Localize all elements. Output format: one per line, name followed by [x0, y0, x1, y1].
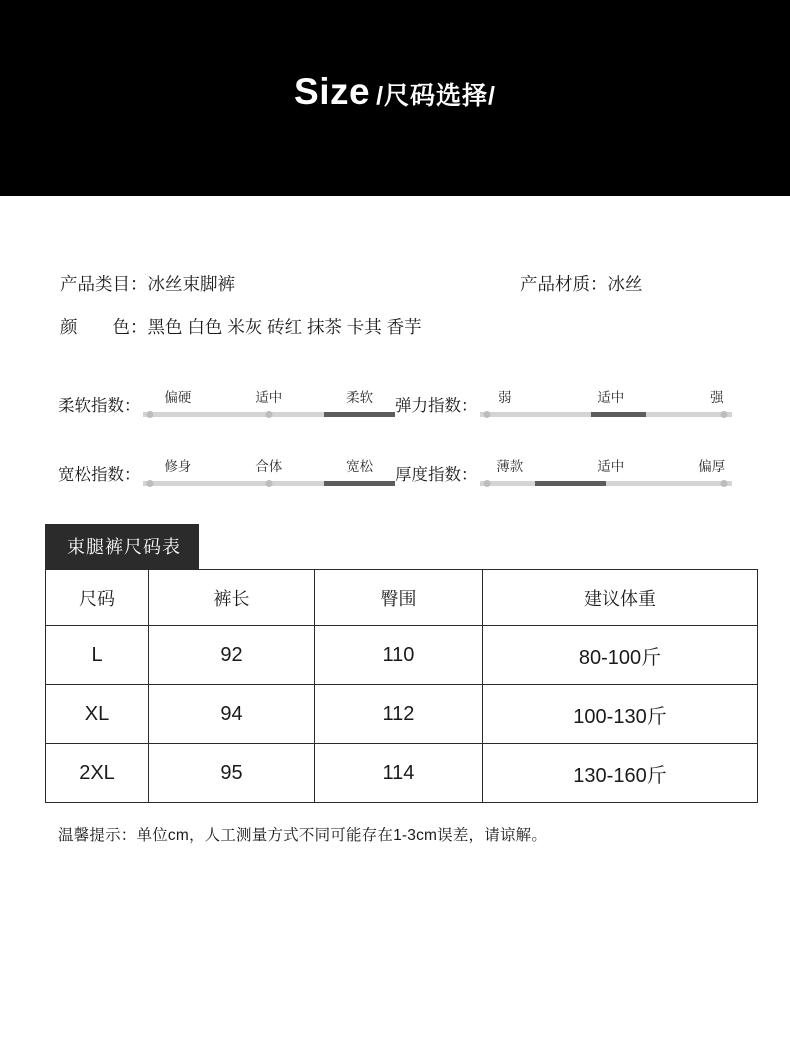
- index-elasticity-track[interactable]: [480, 412, 733, 417]
- category-label: 产品类目：: [60, 274, 148, 294]
- table-header-length: 裤长: [149, 570, 315, 626]
- cell-weight: 100-130斤: [483, 685, 758, 744]
- index-thickness-track-wrap: [480, 455, 733, 486]
- index-elasticity-label: 弹力指数：: [395, 397, 478, 415]
- category-cell: [60, 274, 520, 295]
- cell-length: 92: [149, 626, 315, 685]
- product-info-row-color: [60, 317, 730, 338]
- index-softness-label: 柔软指数：: [58, 397, 141, 415]
- table-header-row: [46, 570, 758, 626]
- index-softness-dot-1: [265, 411, 272, 418]
- index-softness-track-wrap: [143, 386, 396, 417]
- index-elasticity-tick-2: 强: [710, 390, 724, 405]
- index-looseness-track-wrap: [143, 455, 396, 486]
- table-header-weight: 建议体重: [483, 570, 758, 626]
- index-looseness-tick-2: 宽松: [346, 459, 374, 474]
- size-table-tag: 束腿裤尺码表: [45, 524, 199, 569]
- color-value: 黑色 白色 米灰 砖红 抹茶 卡其 香芋: [147, 317, 422, 337]
- product-info-row-category: [60, 274, 730, 295]
- color-label: 颜 色：: [60, 317, 148, 337]
- index-softness-tick-1: 适中: [255, 390, 283, 405]
- measurement-note: 温馨提示：单位cm，人工测量方式不同可能存在1-3cm误差，请谅解。: [58, 827, 548, 844]
- index-elasticity-fill: [591, 412, 647, 417]
- size-table: [45, 569, 758, 803]
- index-softness-tick-2: 柔软: [346, 390, 374, 405]
- cell-weight: 80-100斤: [483, 626, 758, 685]
- index-elasticity-dot-1: [721, 411, 728, 418]
- cell-hip: 114: [315, 744, 483, 803]
- index-row-1: [58, 386, 732, 417]
- cell-weight: 130-160斤: [483, 744, 758, 803]
- index-softness-fill: [324, 412, 395, 417]
- category-value: 冰丝束脚裤: [147, 274, 235, 294]
- index-elasticity-tick-0: 弱: [498, 390, 512, 405]
- color-cell: [60, 317, 520, 338]
- table-row: [46, 744, 758, 803]
- index-looseness-label: 宽松指数：: [58, 466, 141, 484]
- index-looseness-tick-0: 修身: [164, 459, 192, 474]
- banner-title-group: [294, 71, 496, 113]
- cell-size: L: [46, 626, 149, 685]
- banner-title-en: Size: [294, 71, 371, 112]
- cell-length: 95: [149, 744, 315, 803]
- index-sliders: [0, 386, 790, 486]
- index-elasticity-dot-0: [484, 411, 491, 418]
- index-softness-dot-0: [147, 411, 154, 418]
- index-elasticity-track-wrap: [480, 386, 733, 417]
- index-looseness-fill: [324, 481, 395, 486]
- table-header-size: 尺码: [46, 570, 149, 626]
- index-softness-ticks: [143, 386, 396, 406]
- index-looseness-track[interactable]: [143, 481, 396, 486]
- size-table-section: [45, 524, 745, 803]
- index-thickness-fill: [535, 481, 606, 486]
- index-looseness-dot-1: [265, 480, 272, 487]
- index-elasticity-ticks: [480, 386, 733, 406]
- index-thickness-tick-0: 薄款: [496, 459, 524, 474]
- index-softness: [58, 386, 395, 417]
- banner-title-cn: /尺码选择/: [376, 82, 496, 110]
- size-banner: [0, 0, 790, 196]
- index-thickness-dot-1: [721, 480, 728, 487]
- index-looseness-tick-1: 合体: [255, 459, 283, 474]
- product-info: [0, 274, 790, 338]
- cell-size: XL: [46, 685, 149, 744]
- table-row: [46, 685, 758, 744]
- index-thickness-dot-0: [484, 480, 491, 487]
- cell-hip: 110: [315, 626, 483, 685]
- index-thickness: [395, 455, 732, 486]
- index-softness-tick-0: 偏硬: [164, 390, 192, 405]
- cell-hip: 112: [315, 685, 483, 744]
- index-thickness-tick-1: 适中: [597, 459, 625, 474]
- index-thickness-ticks: [480, 455, 733, 475]
- index-thickness-tick-2: 偏厚: [698, 459, 726, 474]
- index-looseness: [58, 455, 395, 486]
- material-cell: [520, 274, 643, 295]
- material-label: 产品材质：: [520, 274, 608, 294]
- index-elasticity: [395, 386, 732, 417]
- index-thickness-label: 厚度指数：: [395, 466, 478, 484]
- material-value: 冰丝: [607, 274, 643, 294]
- cell-length: 94: [149, 685, 315, 744]
- index-looseness-dot-0: [147, 480, 154, 487]
- table-header-hip: 臀围: [315, 570, 483, 626]
- index-elasticity-tick-1: 适中: [597, 390, 625, 405]
- index-softness-track[interactable]: [143, 412, 396, 417]
- index-thickness-track[interactable]: [480, 481, 733, 486]
- index-looseness-ticks: [143, 455, 396, 475]
- table-row: [46, 626, 758, 685]
- cell-size: 2XL: [46, 744, 149, 803]
- index-row-2: [58, 455, 732, 486]
